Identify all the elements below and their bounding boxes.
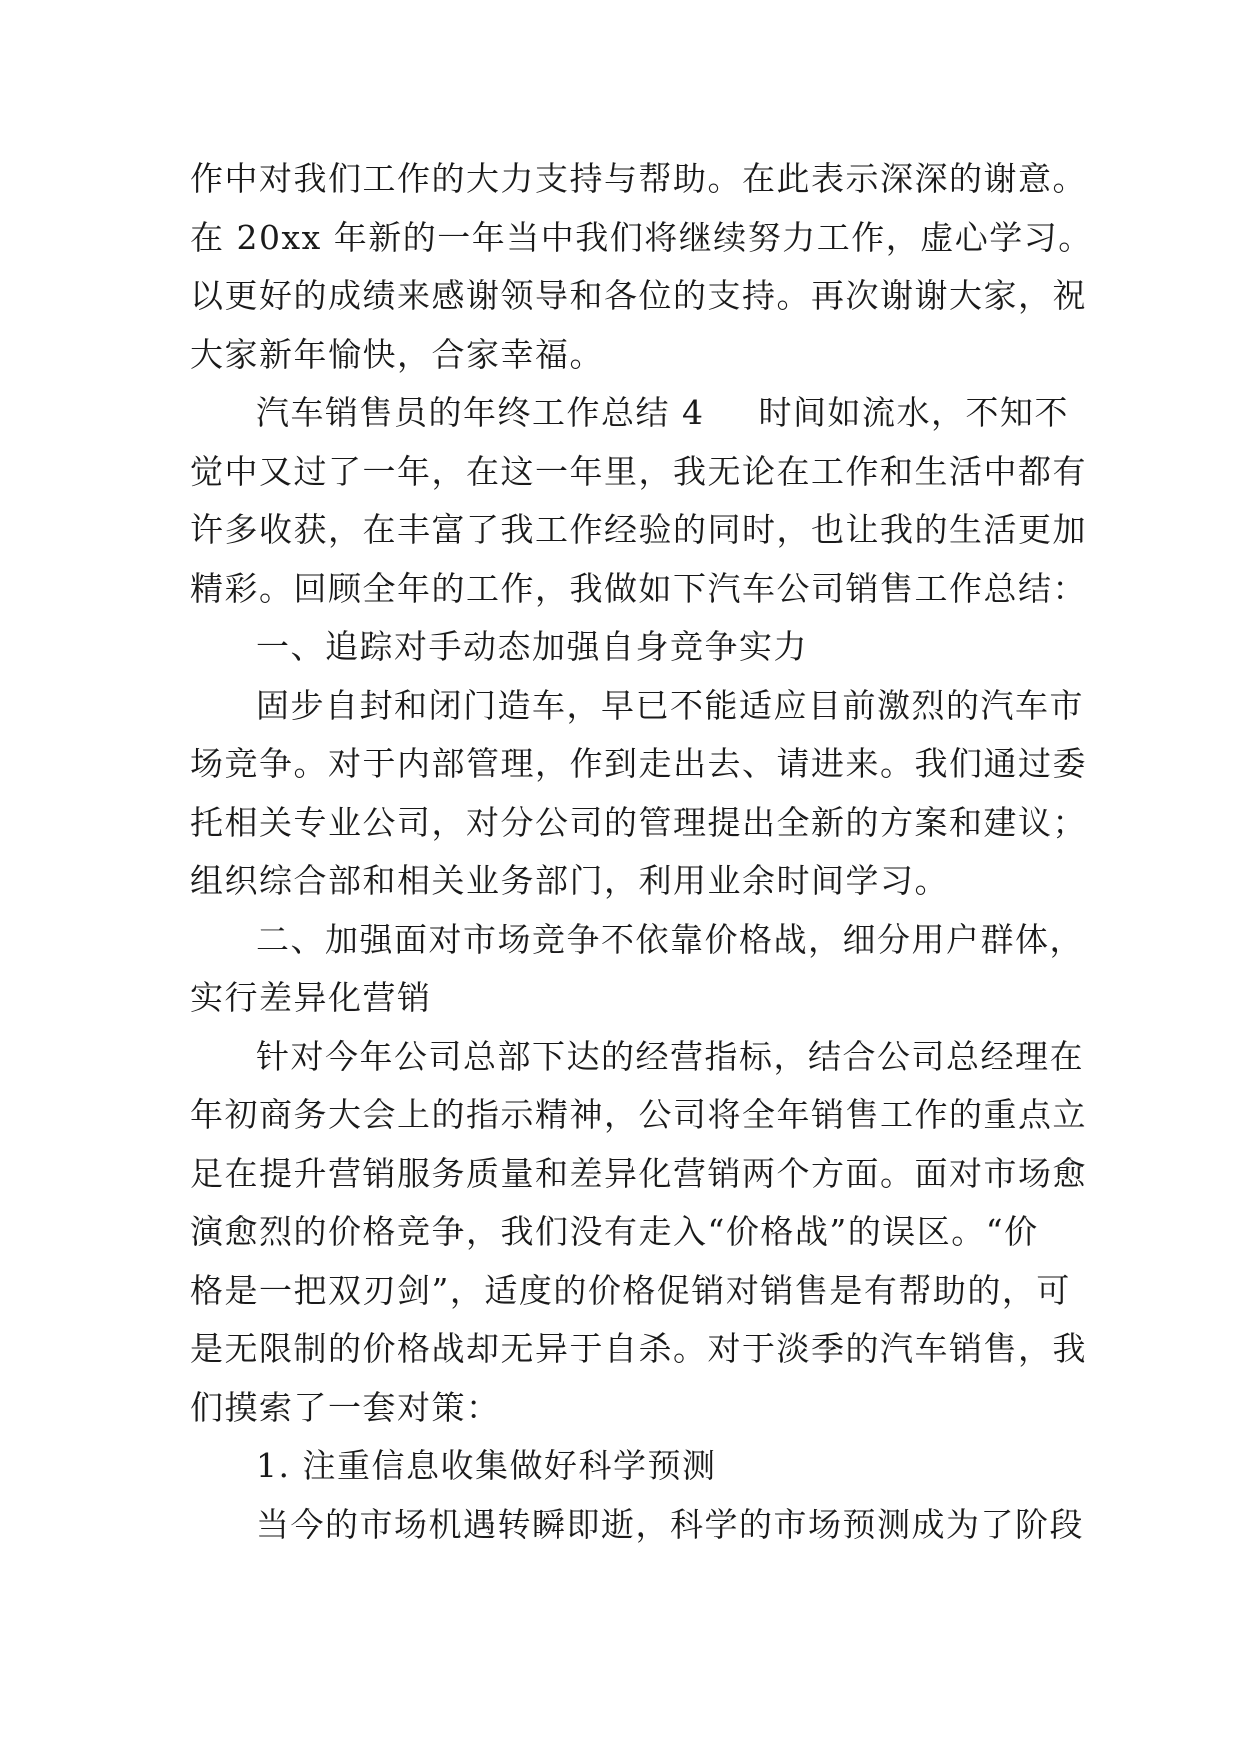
- text-line: 格是一把双刃剑”，适度的价格促销对销售是有帮助的，可: [190, 1270, 1071, 1310]
- text-line: 觉中又过了一年，在这一年里，我无论在工作和生活中都有: [190, 451, 1087, 491]
- text-line: 固步自封和闭门造车，早已不能适应目前激烈的汽车市: [256, 685, 1084, 725]
- subheading-line: 1. 注重信息收集做好科学预测: [256, 1446, 717, 1485]
- text-line: 们摸索了一套对策：: [190, 1387, 501, 1427]
- text-line: 演愈烈的价格竞争，我们没有走入“价格战”的误区。“价: [190, 1212, 1039, 1251]
- section-title: 汽车销售员的年终工作总结 4: [256, 393, 705, 432]
- subheading-line: 实行差异化营销: [190, 978, 432, 1017]
- text-line: 组织综合部和相关业务部门，利用业余时间学习。: [190, 861, 949, 900]
- text-line: 当今的市场机遇转瞬即逝，科学的市场预测成为了阶段: [256, 1504, 1084, 1544]
- text-line: 大家新年愉快，合家幸福。: [190, 334, 604, 374]
- text-line: 许多收获，在丰富了我工作经验的同时，也让我的生活更加: [190, 510, 1087, 549]
- document-body: [190, 150, 1093, 1554]
- text-line: 精彩。回顾全年的工作，我做如下汽车公司销售工作总结：: [190, 568, 1087, 608]
- subheading-line: 二、加强面对市场竞争不依靠价格战，细分用户群体，: [256, 919, 1084, 959]
- text-line: 是无限制的价格战却无异于自杀。对于淡季的汽车销售，我: [190, 1329, 1087, 1368]
- paragraph-start: 时间如流水，不知不: [758, 393, 1069, 432]
- text-line: 托相关专业公司，对分公司的管理提出全新的方案和建议；: [190, 802, 1087, 842]
- section-heading-line: [190, 384, 1069, 443]
- text-line: 作中对我们工作的大力支持与帮助。在此表示深深的谢意。: [190, 159, 1087, 198]
- text-line: 年初商务大会上的指示精神，公司将全年销售工作的重点立: [190, 1095, 1087, 1134]
- subheading-line: 一、追踪对手动态加强自身竞争实力: [256, 627, 808, 666]
- text-line: 场竞争。对于内部管理，作到走出去、请进来。我们通过委: [190, 744, 1087, 783]
- text-line: 在 20xx 年新的一年当中我们将继续努力工作，虚心学习。: [190, 217, 1093, 257]
- text-line: 足在提升营销服务质量和差异化营销两个方面。面对市场愈: [190, 1153, 1087, 1193]
- text-line: 以更好的成绩来感谢领导和各位的支持。再次谢谢大家，祝: [190, 276, 1087, 315]
- text-line: 针对今年公司总部下达的经营指标，结合公司总经理在: [256, 1036, 1084, 1076]
